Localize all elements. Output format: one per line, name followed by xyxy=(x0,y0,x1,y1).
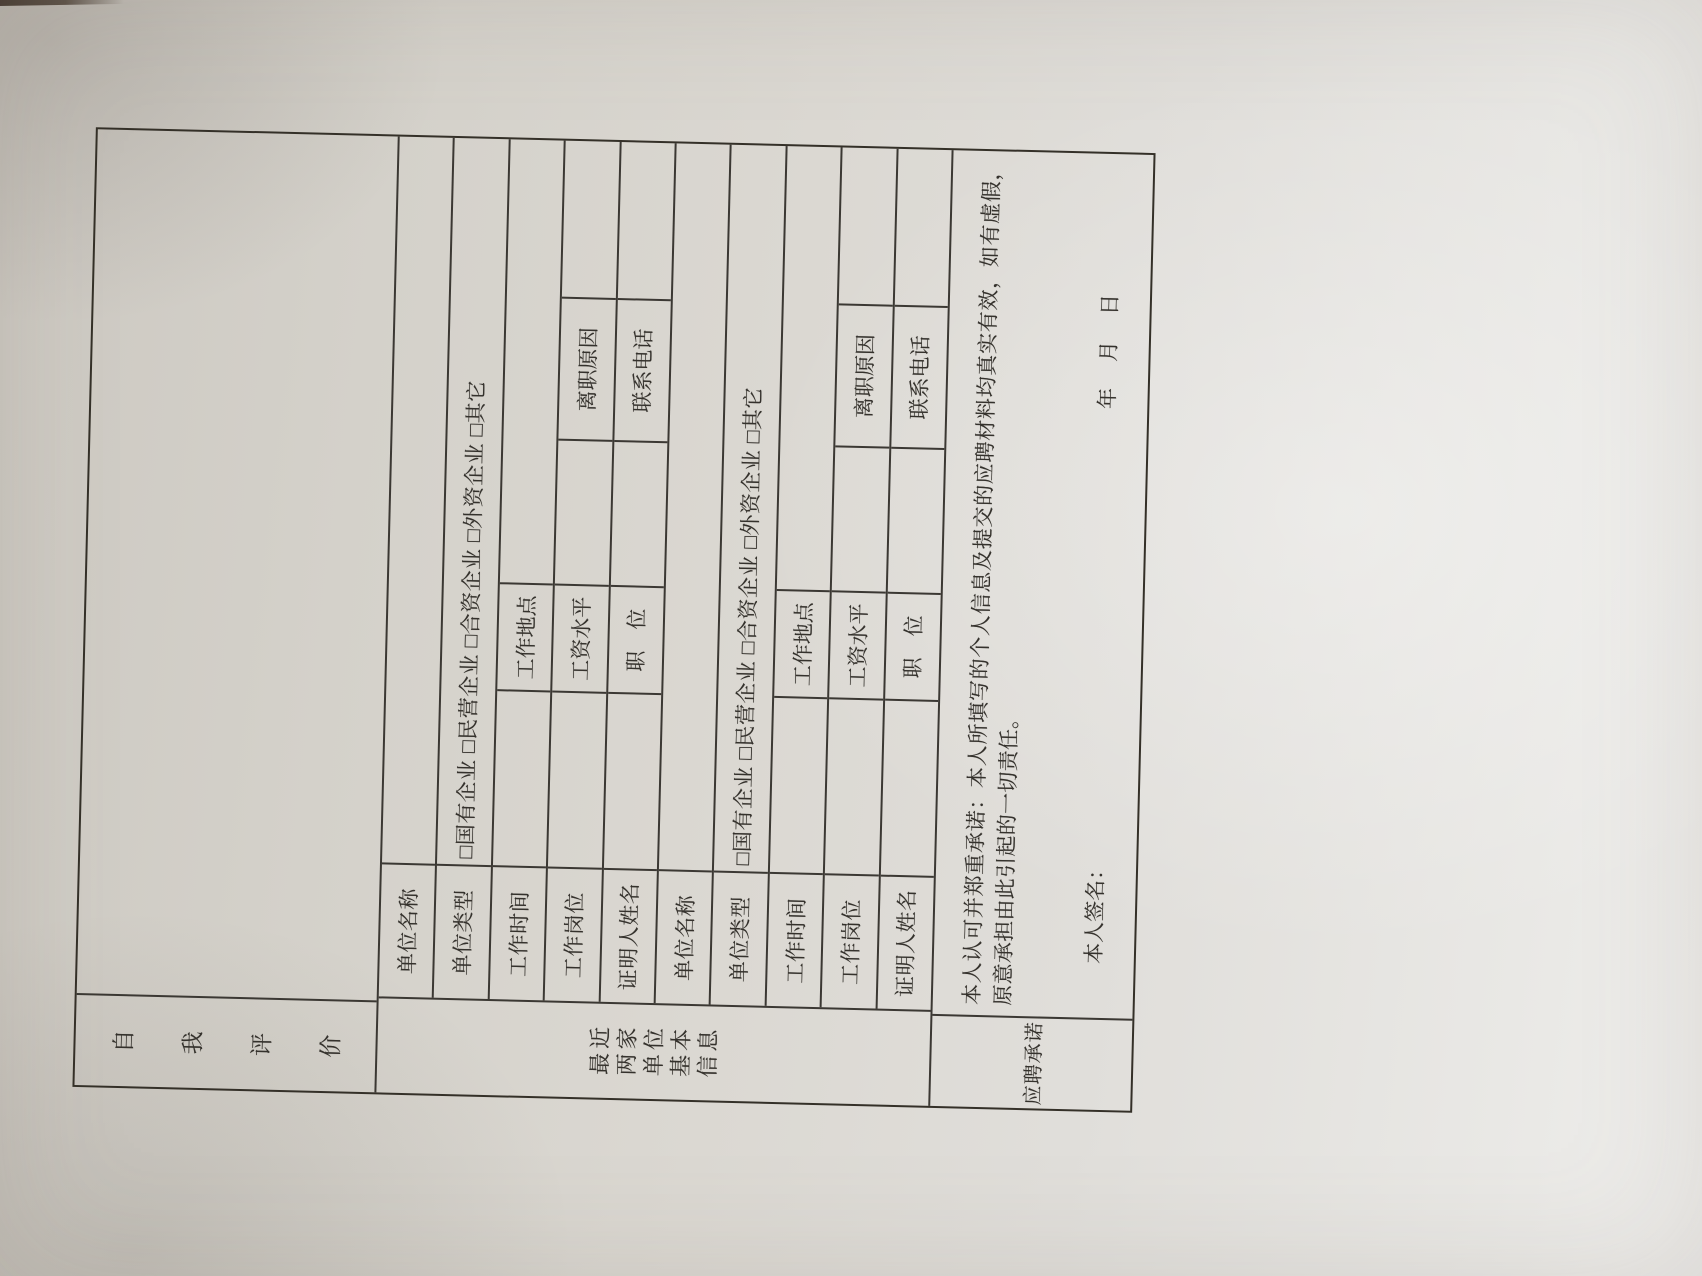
row-commitment xyxy=(930,150,1153,1111)
cell-phone-input-b2 xyxy=(894,149,951,306)
date-day-label: 日 xyxy=(1098,293,1123,316)
label-leave-reason-b1: 离职原因 xyxy=(559,297,616,440)
label-char: 评 xyxy=(248,1032,275,1057)
label-char: 自 xyxy=(110,1029,137,1053)
company-type-options-b2: □国有企业 □民营企业 □合资企业 □外资企业 □其它 xyxy=(731,386,766,866)
cell-salary-input-b2 xyxy=(832,445,889,591)
label-reference-name-b1: 证明人姓名 xyxy=(600,868,657,1003)
signature-line xyxy=(1077,162,1132,1009)
cell-work-time-input-b1 xyxy=(493,689,551,866)
row-group-recent-companies xyxy=(374,137,953,1106)
commitment-statement: 本人认可并郑重承诺：本人所填写的个人信息及提交的应聘材料均真实有效，如有虚假，原意承担由此引起的一切责任。 xyxy=(960,158,1022,1006)
label-work-time-b1: 工作时间 xyxy=(490,865,547,1000)
cell-position-input-b2 xyxy=(887,447,944,593)
label-salary-b1: 工资水平 xyxy=(552,584,608,692)
cell-reference-name-input-b2 xyxy=(881,699,939,876)
company-rows xyxy=(379,137,952,1010)
signature-blank xyxy=(1103,435,1113,859)
label-company-name-b2: 单位名称 xyxy=(656,869,713,1004)
header-line: 基本 xyxy=(667,1024,694,1078)
cell-reference-name-input-b1 xyxy=(604,692,662,869)
label-company-name-b1: 单位名称 xyxy=(379,862,436,997)
label-work-time-b2: 工作时间 xyxy=(766,872,823,1007)
label-work-post-b1: 工作岗位 xyxy=(545,866,602,1001)
header-line: 信息 xyxy=(694,1025,721,1078)
label-leave-reason-b2: 离职原因 xyxy=(836,303,893,446)
cell-work-time-input-b2 xyxy=(770,696,828,873)
header-line: 两家 xyxy=(613,1023,640,1076)
header-line: 最近 xyxy=(586,1022,613,1076)
cell-work-post-input-b1 xyxy=(548,691,606,868)
commitment-content xyxy=(932,150,1153,1019)
date-month-label: 月 xyxy=(1097,340,1121,363)
label-work-place-b2: 工作地点 xyxy=(774,589,830,697)
date-year-label: 年 xyxy=(1096,387,1120,410)
application-form-table xyxy=(72,127,1155,1113)
row-self-evaluation xyxy=(74,129,397,1092)
signature-label: 本人签名： xyxy=(1082,858,1109,965)
label-phone-b2: 联系电话 xyxy=(891,305,948,448)
label-salary-b2: 工资水平 xyxy=(829,590,885,698)
cell-leave-reason-input-b2 xyxy=(839,147,896,304)
cell-position-input-b1 xyxy=(610,440,667,586)
header-line: 单位 xyxy=(640,1023,667,1077)
label-reference-name-b2: 证明人姓名 xyxy=(877,875,934,1010)
label-recent-companies-header xyxy=(376,996,930,1105)
label-work-place-b1: 工作地点 xyxy=(497,582,553,690)
label-char: 价 xyxy=(317,1034,344,1059)
cell-leave-reason-input-b1 xyxy=(562,141,619,298)
cell-work-post-input-b2 xyxy=(825,697,883,874)
label-company-type-b2: 单位类型 xyxy=(711,871,768,1006)
label-position-b1: 职 位 xyxy=(608,585,664,693)
company-type-options-b1: □国有企业 □民营企业 □合资企业 □外资企业 □其它 xyxy=(454,380,489,859)
label-commitment: 应聘承诺 xyxy=(930,1014,1132,1111)
cell-salary-input-b1 xyxy=(555,439,612,585)
label-phone-b1: 联系电话 xyxy=(614,298,671,441)
label-self-evaluation xyxy=(74,993,376,1092)
self-evaluation-write-area xyxy=(77,129,398,1000)
photo-edge-shadow xyxy=(0,0,124,6)
label-position-b2: 职 位 xyxy=(885,592,941,700)
cell-phone-input-b1 xyxy=(617,142,674,299)
label-char: 我 xyxy=(179,1031,206,1055)
label-company-type-b1: 单位类型 xyxy=(434,864,491,999)
label-work-post-b2: 工作岗位 xyxy=(822,873,879,1008)
document-sheet xyxy=(72,127,1155,1113)
